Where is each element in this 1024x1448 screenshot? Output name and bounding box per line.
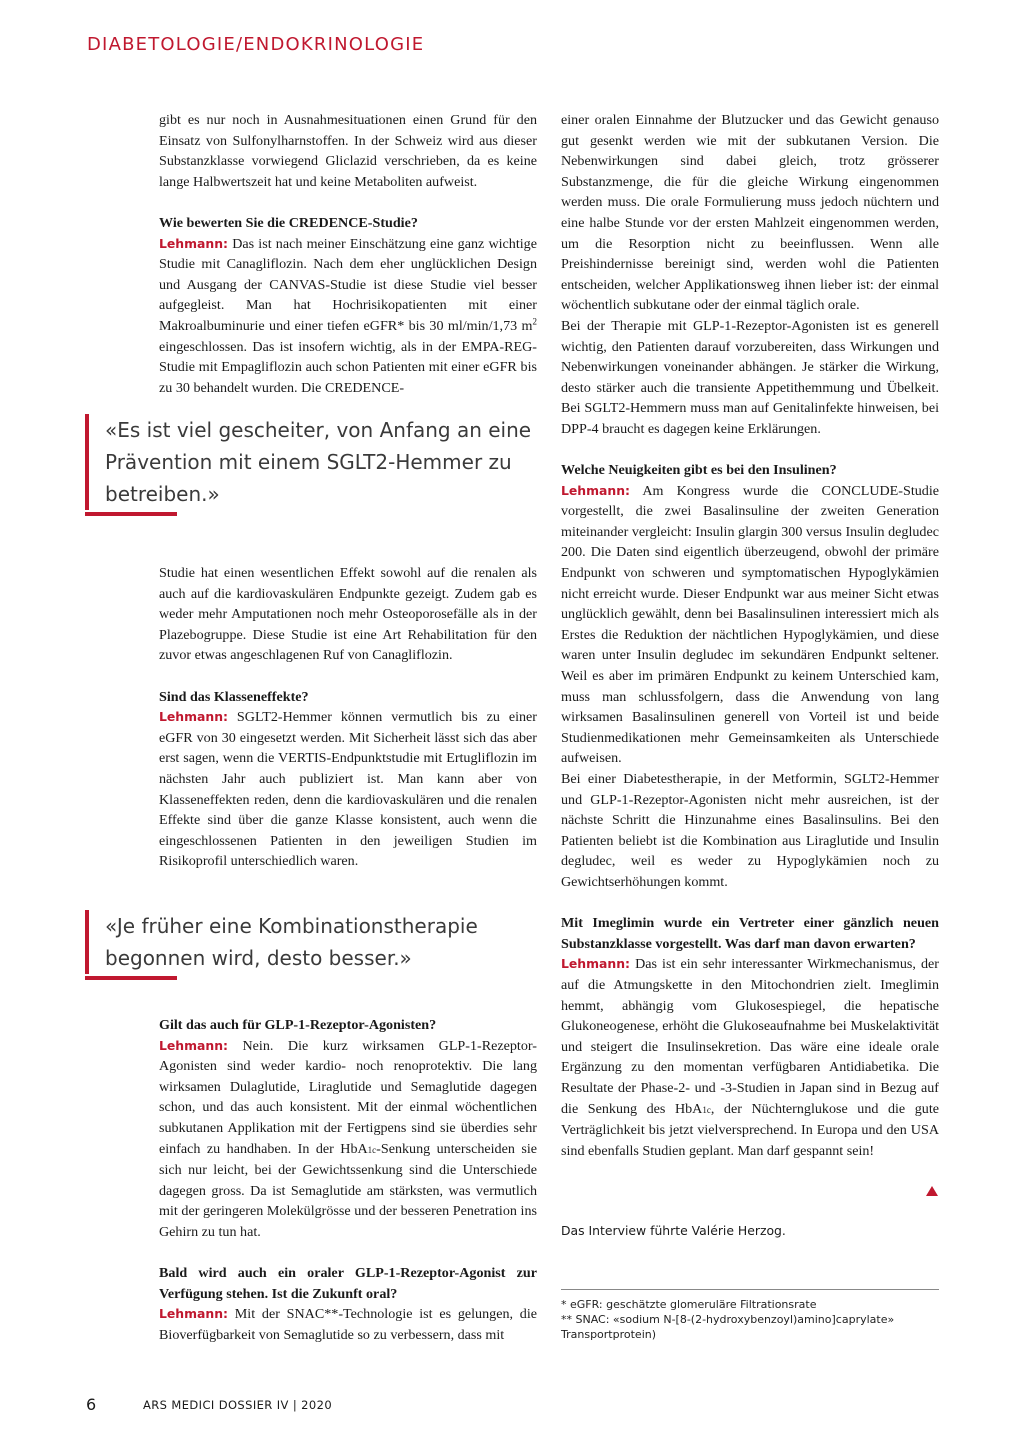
section-header: DIABETOLOGIE/ENDOKRINOLOGIE bbox=[87, 34, 425, 55]
left-column-bottom bbox=[159, 1015, 537, 1346]
footnote: * eGFR: geschätzte glomeruläre Filtrationsrate bbox=[561, 1298, 817, 1311]
paragraph: Studie hat einen wesentlichen Effekt sowohl auf die renalen als auch auf die kardiovaskulären Endpunkte gezeigt. Zudem gab es weder mehr Amputationen noch mehr Osteoporosefälle als in der Plazebogruppe. Diese Studie ist eine Art Rehabilitation für den zuvor etwas angeschlagenen Ruf von Canagliflozin. bbox=[159, 565, 537, 664]
paragraph: einer oralen Einnahme der Blutzucker und das Gewicht genauso gut gesenkt werden wie mit der subkutanen Version. Die Nebenwirkungen sind dabei gleich, trotz grösserer Substanzmenge, die für die gleiche Wirkung eingenommen werden muss. Die orale Formulierung muss jedoch nüchtern und eine halbe Stunde vor der ersten Mahlzeit eingenommen werden, um die Resorption nicht zu beeinflussen. Wenn alle Preishindernisse bereinigt sind, werden wohl die Patienten entscheiden, welcher Applikationsweg ihnen lieber ist: der einmal wöchentlich subkutane oder der einmal täglich orale. bbox=[561, 112, 939, 314]
answer: Lehmann: Das ist ein sehr interessanter Wirkmechanismus, der auf die Atmungskette in den Mitochondrien zielt. Imeglimin hemmt, abhängig vom Glukosespiegel, die hepatische Glukoneogenese, erhöht die Glukoseaufnahme bei Muskelaktivität und steigert die Insulinsekretion. Das wäre eine ideale orale Ergänzung zu den momentan verfügbaren Antidiabetika. Die Resultate der Phase-2- und -3-Studien in Japan sind in Bezug auf die Senkung des HbA1c, der Nüchternglukose und die gute Verträglichkeit bis jetzt vielversprechend. In Europa und den USA sind ebenfalls Studien geplant. Man darf gespannt sein! bbox=[561, 956, 940, 1159]
footnote-divider bbox=[561, 1289, 939, 1290]
speaker-label: Lehmann: bbox=[159, 709, 228, 725]
question: Sind das Klasseneffekte? bbox=[159, 688, 309, 705]
question: Gilt das auch für GLP-1-Rezeptor-Agonisten? bbox=[159, 1017, 437, 1033]
question: Mit Imeglimin wurde ein Vertreter einer gänzlich neuen Substanzklasse vorgestellt. Was darf man davon erwarten? bbox=[561, 915, 939, 952]
left-column-middle bbox=[159, 563, 537, 872]
answer: Lehmann: Das ist nach meiner Einschätzung eine ganz wichtige Studie mit Canagliflozin. Nach dem eher unglücklichen Design und Ausgang der CANVAS-Studie ist diese Studie viel besser aufgegleist. Man hat Hochrisikopatienten mit einer Makroalbuminurie und einer tiefen eGFR* bis 30 ml/min/1,73 $m^2$ eingeschlossen. Das ist insofern wichtig, als in der EMPA-REG-Studie mit Empagliflozin auch schon Patienten mit einer eGFR bis zu 30 behandelt wurden. Die CREDENCE- bbox=[159, 235, 537, 396]
page-number: 6 bbox=[86, 1395, 97, 1414]
answer: Lehmann: Am Kongress wurde die CONCLUDE-Studie vorgestellt, die zwei Basalinsuline der zweiten Generation miteinander vergleicht: Insulin glargin 300 versus Insulin degludec 200. Die Daten sind eigentlich überzeugend, obwohl der primäre Endpunkt von schweren und symptomatischen Hypoglykämien nicht erreicht wurde. Dieser Endpunkt war aus meiner Sicht etwas unglücklich gewählt, denn bei Basalinsulinen interessiert mich als Erstes die Reduktion der nächtlichen Hypoglykämien, und diese waren unter Insulin degludec im sekundären Endpunkt seltener. Weil es aber im primären Endpunkt zu keinem Unterschied kam, muss man schlussfolgern, dass die Anwendung von lang wirksamen Basalinsulinen generell von Vorteil ist und beide Studienmedikationen mehr Gemeinsamkeiten als Unterschiede aufweisen. bbox=[561, 482, 939, 767]
footnotes bbox=[561, 1297, 941, 1342]
footnote: ** SNAC: «sodium N-[8-(2-hydroxybenzoyl)amino]caprylate» Transportprotein) bbox=[561, 1313, 895, 1341]
red-triangle-icon bbox=[926, 1186, 938, 1196]
paragraph: Bei der Therapie mit GLP-1-Rezeptor-Agonisten ist es generell wichtig, den Patienten darauf vorzubereiten, dass Wirkungen und Nebenwirkungen voneinander abhängen. Je stärker die Wirkung, desto stärker auch die transiente Appetithemmung und Übelkeit. Bei SGLT2-Hemmern muss man auf Genitalinfekte hinweisen, bei DPP-4 braucht es dagegen keine Erklärungen. bbox=[561, 317, 939, 437]
speaker-label: Lehmann: bbox=[159, 1306, 228, 1322]
speaker-label: Lehmann: bbox=[159, 1037, 228, 1053]
journal-footer: ARS MEDICI DOSSIER IV | 2020 bbox=[143, 1398, 333, 1412]
answer: Lehmann: Nein. Die kurz wirksamen GLP-1-Rezeptor-Agonisten sind weder kardio- noch renoprotektiv. Die lang wirksamen Dulaglutide, Liraglutide und Semaglutide dagegen schon, und das auch konsistent. Mit der einmal wöchentlichen subkutanen Applikation mit der Fertigpens sind sie überdies sehr einfach zu handhaben. In der HbA1c-Senkung unterscheiden sie sich nur leicht, bei der Gewichtssenkung sind die Unterschiede dagegen gross. Da ist Semaglutide am stärksten, was vermutlich mit der geringeren Molekülgrösse und der besseren Penetration ins Gehirn zu tun hat. bbox=[159, 1037, 537, 1240]
paragraph: gibt es nur noch in Ausnahmesituationen einen Grund für den Einsatz von Sulfonylharnstoffen. In der Schweiz wird aus dieser Substanzklasse vorwiegend Gliclazid verschrieben, da es keine lange Halbwertszeit hat und keine Metaboliten aufweist. bbox=[159, 112, 537, 190]
answer: Lehmann: Mit der SNAC**-Technologie ist es gelungen, die Bioverfügbarkeit von Semaglutide so zu verbessern, dass mit bbox=[159, 1306, 537, 1343]
right-column bbox=[561, 110, 939, 1161]
question: Welche Neuigkeiten gibt es bei den Insulinen? bbox=[561, 462, 837, 479]
speaker-label: Lehmann: bbox=[561, 956, 630, 972]
speaker-label: Lehmann: bbox=[561, 482, 630, 498]
question: Bald wird auch ein oraler GLP-1-Rezeptor-Agonist zur Verfügung stehen. Ist die Zukunft oral? bbox=[159, 1265, 537, 1302]
left-column-top bbox=[159, 110, 537, 398]
question: Wie bewerten Sie die CREDENCE-Studie? bbox=[159, 214, 418, 231]
pull-quote: «Je früher eine Kombinationstherapie begonnen wird, desto besser.» bbox=[85, 910, 545, 974]
pull-quote: «Es ist viel gescheiter, von Anfang an eine Prävention mit einem SGLT2-Hemmer zu betreiben.» bbox=[85, 414, 545, 510]
interview-credit: Das Interview führte Valérie Herzog. bbox=[561, 1223, 786, 1238]
paragraph: Bei einer Diabetestherapie, in der Metformin, SGLT2-Hemmer und GLP-1-Rezeptor-Agonisten nicht mehr ausreichen, ist der nächste Schritt die Hinzunahme eines Basalinsulins. Bei den Patienten beliebt ist die Kombination aus Liraglutide und Insulin degludec, weil es weder zu Hypoglykämien noch zu Gewichtserhöhungen kommt. bbox=[561, 771, 939, 890]
speaker-label: Lehmann: bbox=[159, 235, 228, 251]
answer: Lehmann: SGLT2-Hemmer können vermutlich bis zu einer eGFR von 30 eingesetzt werden. Mit Sicherheit lässt sich das aber erst sagen, wenn die VERTIS-Endpunktstudie mit Ertugliflozin im nächsten Jahr auch publiziert ist. Man kann aber von Klasseneffekten reden, denn die kardiovaskulären und die renalen Effekte sind über die ganze Klasse konsistent, auch wenn die eingeschlossenen Patienten in den jeweiligen Studien im Risikoprofil unterschiedlich waren. bbox=[159, 709, 537, 870]
